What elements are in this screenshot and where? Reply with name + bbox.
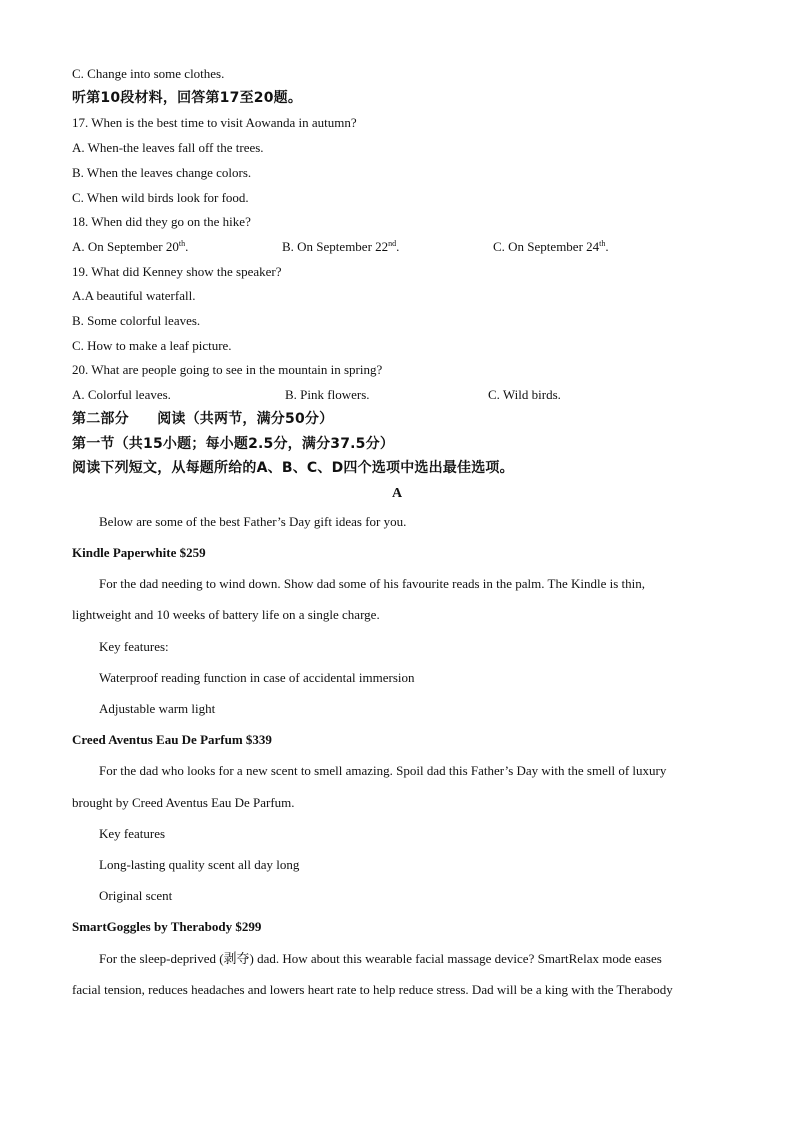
q19-option-c: C. How to make a leaf picture.: [72, 338, 232, 353]
q18-option-c-end: .: [605, 239, 609, 254]
section10-instruction: 听第10段材料，回答第17至20题。: [72, 90, 303, 106]
q19-option-b: B. Some colorful leaves.: [72, 313, 201, 328]
kindle-feature-2: Adjustable warm light: [99, 701, 216, 716]
part2-instruction: 阅读下列短文，从每题所给的A、B、C、D四个选项中选出最佳选项。: [72, 460, 514, 476]
creed-feature-1: Long-lasting quality scent all day long: [99, 857, 300, 872]
kindle-feature-1: Waterproof reading function in case of accidental immersion: [99, 670, 415, 685]
q18-option-b-end: .: [396, 239, 400, 254]
creed-heading: Creed Aventus Eau De Parfum $339: [72, 732, 272, 747]
q19-question: 19. What did Kenney show the speaker?: [72, 264, 282, 279]
q20-option-a: A. Colorful leaves.: [72, 387, 171, 402]
q17-option-c: C. When wild birds look for food.: [72, 190, 249, 205]
kindle-heading: Kindle Paperwhite $259: [72, 545, 206, 560]
q20-question: 20. What are people going to see in the mountain in spring?: [72, 362, 383, 377]
q18-option-a-end: .: [185, 239, 189, 254]
q20-option-c: C. Wild birds.: [488, 387, 561, 402]
part2-title: 第二部分 阅读（共两节，满分50分）: [72, 411, 334, 427]
part2-section1: 第一节（共15小题；每小题2.5分，满分37.5分）: [72, 436, 395, 452]
q17-option-b: B. When the leaves change colors.: [72, 165, 252, 180]
creed-feature-2: Original scent: [99, 888, 173, 903]
q20-option-b: B. Pink flowers.: [285, 387, 370, 402]
q18-option-a-text: A. On September 20: [72, 239, 179, 254]
q18-option-a: [72, 239, 188, 255]
prev-option-c: C. Change into some clothes.: [72, 66, 225, 81]
q18-option-c-sup: th: [599, 239, 606, 248]
creed-paragraph-line1: For the dad who looks for a new scent to smell amazing. Spoil dad this Father’s Day with the smell of luxury: [99, 763, 667, 778]
kindle-features-label: Key features:: [99, 639, 169, 654]
smartgoggles-heading: SmartGoggles by Therabody $299: [72, 919, 262, 934]
q18-question: 18. When did they go on the hike?: [72, 214, 251, 229]
passage-intro: Below are some of the best Father’s Day gift ideas for you.: [99, 514, 407, 529]
q19-option-a: A.A beautiful waterfall.: [72, 288, 196, 303]
q17-option-a: A. When-the leaves fall off the trees.: [72, 140, 264, 155]
smartgoggles-paragraph-line2: facial tension, reduces headaches and lowers heart rate to help reduce stress. Dad will be a king with the Therabody: [72, 982, 673, 997]
creed-paragraph-line2: brought by Creed Aventus Eau De Parfum.: [72, 795, 295, 810]
kindle-paragraph-line1: For the dad needing to wind down. Show dad some of his favourite reads in the palm. The Kindle is thin,: [99, 576, 646, 591]
q18-option-c: [493, 239, 609, 255]
smartgoggles-paragraph-line1: For the sleep-deprived (剥夺) dad. How about this wearable facial massage device? SmartRelax mode eases: [99, 951, 662, 966]
q18-option-b-sup: nd: [388, 239, 397, 248]
q18-option-b-text: B. On September 22: [282, 239, 389, 254]
q18-option-a-sup: th: [178, 239, 186, 248]
q18-option-b: [282, 239, 399, 255]
q18-option-c-text: C. On September 24: [493, 239, 600, 254]
kindle-paragraph-line2: lightweight and 10 weeks of battery life on a single charge.: [72, 607, 380, 622]
q17-question: 17. When is the best time to visit Aowanda in autumn?: [72, 115, 357, 130]
creed-features-label: Key features: [99, 826, 166, 841]
passage-letter: A: [391, 486, 403, 501]
